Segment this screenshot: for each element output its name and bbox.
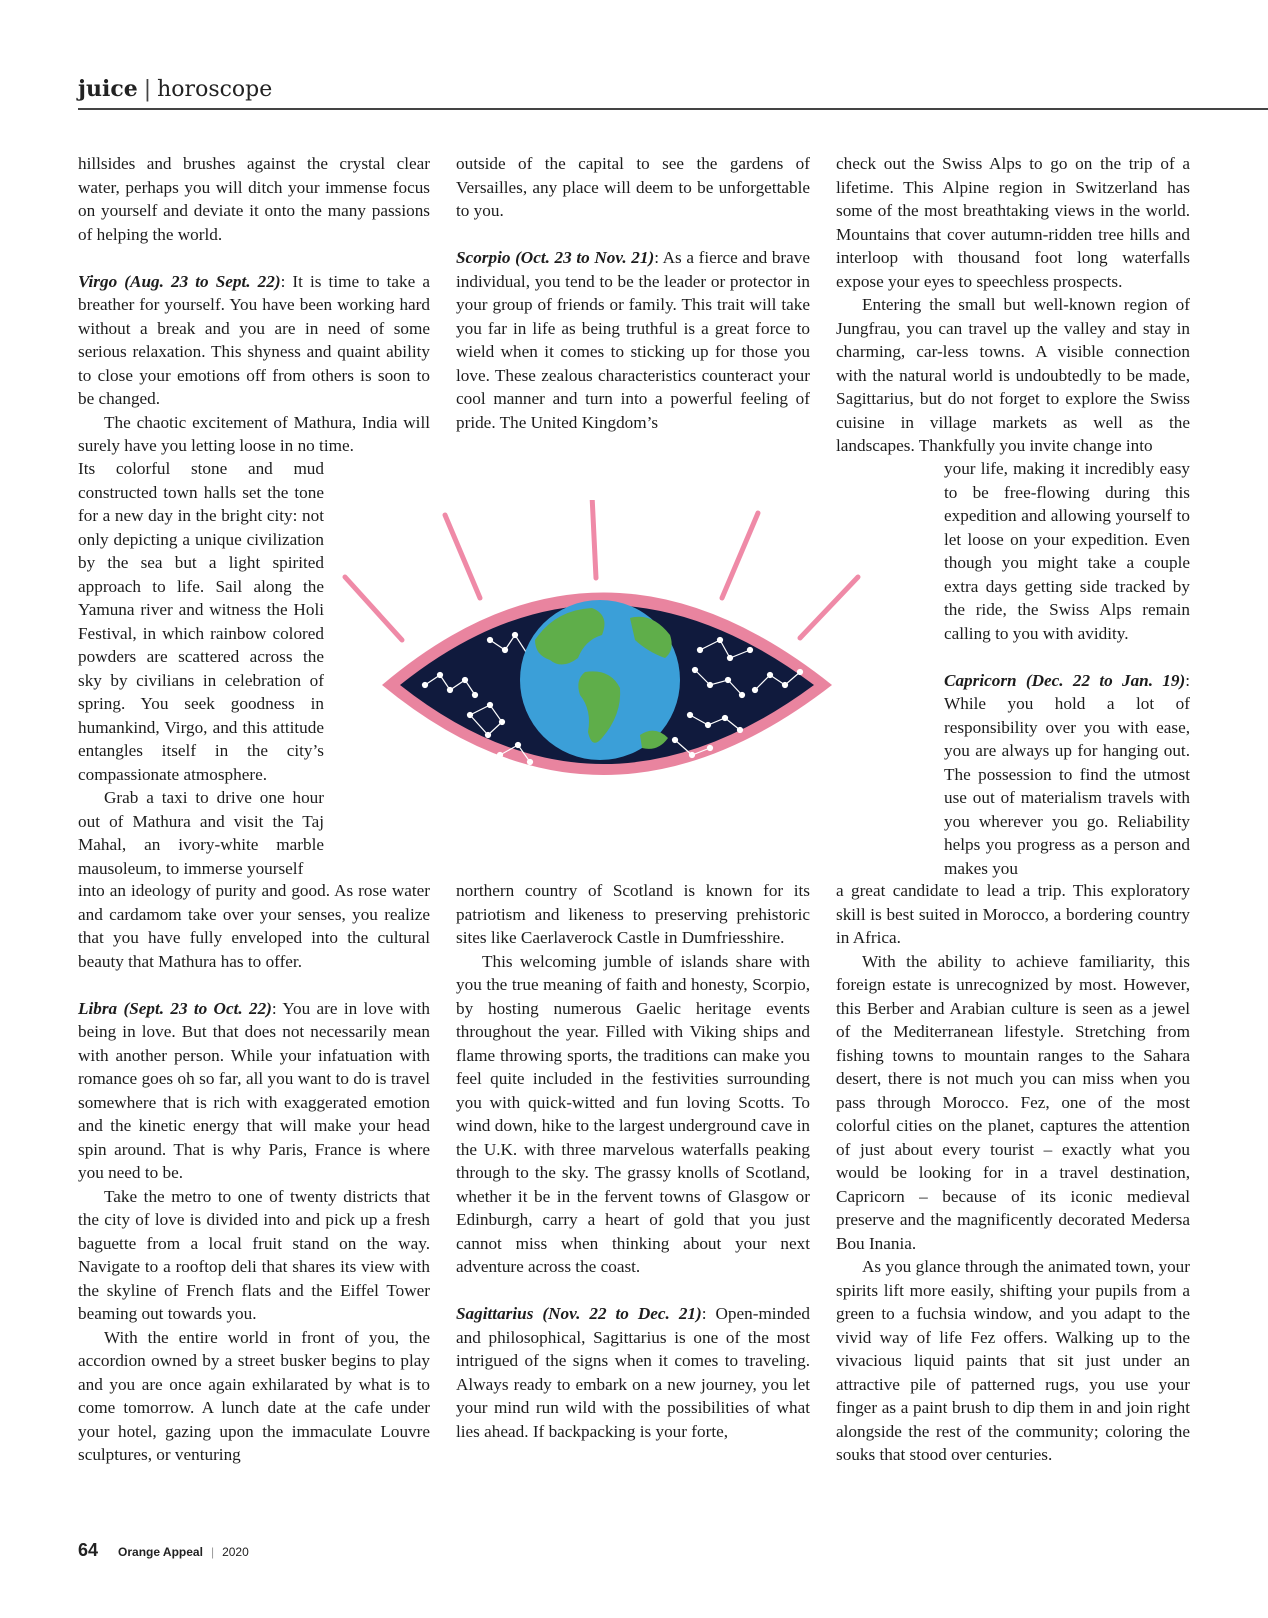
column-1-bottom: [78, 879, 430, 1467]
star: [740, 693, 745, 698]
star: [528, 760, 533, 765]
scorpio-paragraph: [456, 246, 810, 434]
page-footer: [78, 1540, 249, 1561]
paragraph: hillsides and brushes against the crystal clear water, perhaps you will ditch your immense focus on yourself and deviate it onto the many passions of helping the world.: [78, 154, 430, 244]
column-2-top: [456, 152, 810, 434]
paragraph: Grab a taxi to drive one hour out of Mathura and visit the Taj Mahal, an ivory-white marble mausoleum, to immerse yourself: [78, 788, 324, 878]
section-header: [78, 76, 272, 102]
header-section: horoscope: [157, 77, 273, 102]
paragraph: a great candidate to lead a trip. This exploratory skill is best suited in Morocco, a bordering country in Africa.: [836, 881, 1190, 947]
paragraph: As you glance through the animated town, your spirits lift more easily, shifting your pupils from a green to a fuchsia window, and you adapt to the vivid way of life Fez offers. Walking up to the vivacious liquid paints that sit just under an attractive pile of patterned rugs, you use your finger as a paint brush to dip them in and join right alongside the rest of the community; coloring the souks that stood over centuries.: [836, 1257, 1190, 1464]
star: [513, 633, 518, 638]
lash: [345, 577, 402, 640]
paragraph: into an ideology of purity and good. As rose water and cardamom take over your senses, you realize that you have fully enveloped into the cultural beauty that Mathura has to offer.: [78, 881, 430, 971]
star: [448, 688, 453, 693]
scorpio-heading: Scorpio (Oct. 23 to Nov. 21): [456, 248, 655, 267]
column-3-top: [836, 152, 1190, 458]
virgo-heading: Virgo (Aug. 23 to Sept. 22): [78, 271, 281, 291]
paragraph: Its colorful stone and mud constructed town halls set the tone for a new day in the bright city: not only depicting a unique civilization by the sea but a light spirited approach to life. Sail along the Yamuna river and witness the Holi Festival, in which rainbow colored powders are scattered across the sky by civilians in celebration of spring. You seek goodness in humankind, Virgo, and this attitude entangles itself in the city’s compassionate atmosphere.: [78, 459, 324, 784]
star: [698, 648, 703, 653]
star: [500, 720, 505, 725]
paragraph: With the ability to achieve familiarity, this foreign estate is unrecognized by most. However, this Berber and Arabian culture is seen as a jewel of the Mediterranean lifestyle. Stretching from fishing towns to mountain ranges to the Sahara desert, there is not much you can miss when you pass through Morocco. Fez, one of the most colorful cities on the planet, captures the attention of just about every tourist – exactly what you would be looking for in a travel destination, Capricorn – because of its iconic medieval preserve and the magnificently decorated Medersa Bou Inania.: [836, 951, 1190, 1253]
star: [468, 713, 473, 718]
paragraph: Entering the small but well-known region of Jungfrau, you can travel up the valley and stay in charming, car-less towns. A visible connection with the natural world is undoubtedly to be made, Sagittarius, but do not forget to explore the Swiss cuisine in village markets as well as the landscapes. Thankfully you invite change into: [836, 295, 1190, 455]
column-1-wrap: [78, 457, 324, 880]
star: [673, 738, 678, 743]
paragraph: northern country of Scotland is known for its patriotism and likeness to preserving prehistoric sites like Caerlaverock Castle in Dumfriesshire.: [456, 881, 810, 947]
paragraph: outside of the capital to see the gardens of Versailles, any place will deem to be unforgettable to you.: [456, 154, 810, 220]
sagittarius-lead: : Open-minded and philosophical, Sagittarius is one of the most intrigued of the signs when it comes to traveling. Always ready to embark on a new journey, you let your mind run wild with the possibilities of what lies ahead. If backpacking is your forte,: [456, 1304, 810, 1441]
libra-heading: Libra (Sept. 23 to Oct. 22): [78, 998, 272, 1018]
magazine-name: Orange Appeal: [118, 1545, 203, 1559]
lash: [722, 513, 758, 598]
lash: [592, 500, 596, 578]
star: [688, 713, 693, 718]
paragraph: check out the Swiss Alps to go on the trip of a lifetime. This Alpine region in Switzerland has some of the most breathtaking views in the world. Mountains that cover autumn-ridden tree hills and interloop with thousand foot long waterfalls expose your eyes to speechless prospects.: [836, 154, 1190, 291]
column-3-bottom: [836, 879, 1190, 1467]
star: [690, 753, 695, 758]
paragraph: This welcoming jumble of islands share with you the true meaning of faith and honesty, Scorpio, by hosting numerous Gaelic heritage events throughout the year. Filled with Viking ships and flame throwing sports, the traditions can make you feel quite included in the festivities surrounding you with quick-witted and fun loving Scotts. To wind down, hike to the largest underground cave in the U.K. with three marvelous waterfalls peaking through to the sky. The grassy knolls of Scotland, whether it be in the fervent towns of Glasgow or Edinburgh, carry a heart of gold that you just cannot miss when thinking about your next adventure across the coast.: [456, 951, 810, 1276]
sagittarius-paragraph: [456, 1302, 810, 1443]
paragraph: With the entire world in front of you, the accordion owned by a street busker begins to play and you are once again exhilarated by what is to come tomorrow. A lunch date at the cafe under your hotel, gazing upon the immaculate Louvre sculptures, or venturing: [78, 1327, 430, 1464]
lash: [800, 577, 858, 638]
libra-lead: : You are in love with being in love. But that does not necessarily mean with another person. While your infatuation with romance goes oh so far, all you want to do is travel somewhere that is rich with exaggerated emotion and the kinetic energy that will make your head spin around. That is why Paris, France is where you need to be.: [78, 998, 431, 1182]
star: [798, 670, 803, 675]
star: [726, 678, 731, 683]
star: [516, 743, 521, 748]
virgo-lead: : It is time to take a breather for yourself. You have been working hard without a break and you are in need of some serious relaxation. This shyness and quaint ability to close your emotions off from others is soon to be changed.: [78, 271, 430, 408]
paragraph: The chaotic excitement of Mathura, India will surely have you letting loose in no time.: [78, 412, 430, 455]
star: [768, 673, 773, 678]
star: [738, 728, 743, 733]
capricorn-lead: : While you hold a lot of responsibility over you with ease, you are always up for hanging out. The possession to find the utmost use out of materialism travels with you wherever you go. Reliability helps you progress as a person and makes you: [944, 670, 1190, 878]
libra-paragraph: [78, 997, 430, 1185]
capricorn-paragraph: [944, 669, 1190, 881]
star: [423, 683, 428, 688]
star: [488, 703, 493, 708]
star: [748, 648, 753, 653]
header-brand: juice: [78, 76, 138, 102]
star: [706, 723, 711, 728]
sagittarius-heading: Sagittarius (Nov. 22 to Dec. 21): [456, 1304, 702, 1323]
lash: [445, 515, 480, 598]
star: [503, 648, 508, 653]
star: [708, 683, 713, 688]
footer-separator: |: [210, 1545, 215, 1559]
star: [718, 638, 723, 643]
star: [488, 638, 493, 643]
eye-globe-icon: [330, 500, 870, 800]
star: [486, 733, 491, 738]
scorpio-lead: : As a fierce and brave individual, you tend to be the leader or protector in your group of friends or family. This trait will take you far in life as being truthful is a great force to wield when it comes to sticking up for those you love. These zealous characteristics counteract your cool manner and turn into a powerful feeling of pride. The United Kingdom’s: [456, 248, 810, 432]
issue-year: 2020: [222, 1545, 249, 1559]
virgo-paragraph: [78, 270, 430, 411]
column-3-wrap: [944, 457, 1190, 880]
page-number: 64: [78, 1540, 99, 1560]
star: [693, 668, 698, 673]
header-separator: |: [143, 77, 152, 102]
column-1-top: [78, 152, 430, 458]
star: [783, 683, 788, 688]
capricorn-heading: Capricorn (Dec. 22 to Jan. 19): [944, 670, 1186, 690]
star: [498, 753, 503, 758]
column-2-bottom: [456, 879, 810, 1443]
paragraph: your life, making it incredibly easy to be free-flowing during this expedition and allowing yourself to let loose on your expedition. Even though you might take a couple extra days getting side tracked by the ride, the Swiss Alps remain calling to you with avidity.: [944, 459, 1190, 643]
star: [438, 673, 443, 678]
paragraph: Take the metro to one of twenty districts that the city of love is divided into and pick up a fresh baguette from a local fruit stand on the way. Navigate to a rooftop deli that shares its view with the skyline of French flats and the Eiffel Tower beaming out towards you.: [78, 1186, 430, 1323]
star: [728, 656, 733, 661]
star: [463, 678, 468, 683]
star: [708, 746, 713, 751]
header-rule: [78, 108, 1268, 110]
star: [473, 693, 478, 698]
star: [723, 716, 728, 721]
star: [753, 688, 758, 693]
